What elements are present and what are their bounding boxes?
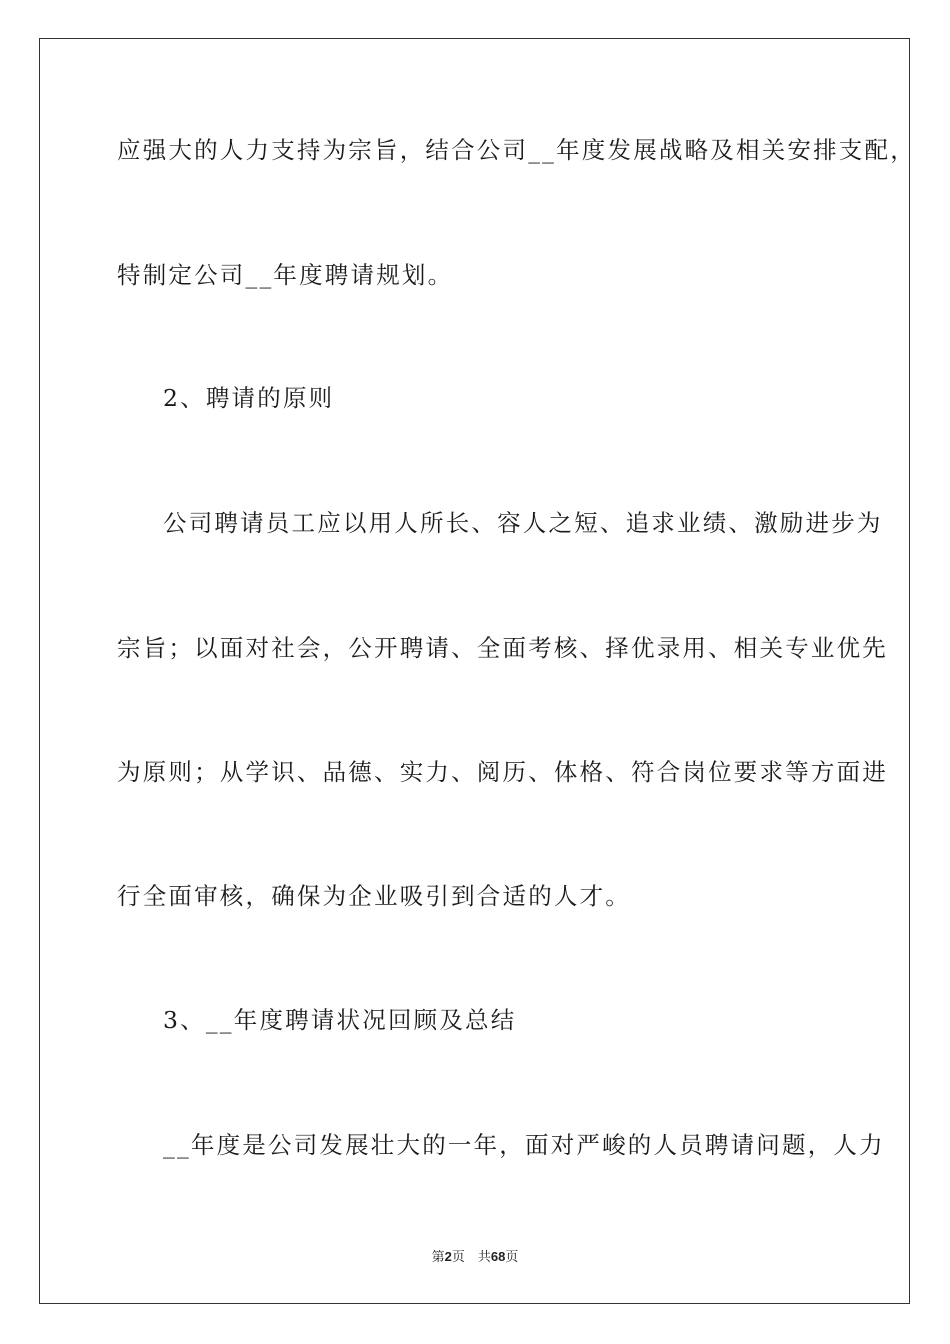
- body-line-1: 应强大的人力支持为宗旨，结合公司__年度发展战略及相关安排支配，: [117, 136, 916, 164]
- footer-suffix: 页: [505, 1250, 519, 1265]
- section-heading-2: 2、聘请的原则: [163, 384, 335, 412]
- body-line-6: 行全面审核，确保为企业吸引到合适的人才。: [117, 882, 631, 910]
- body-line-2: 特制定公司__年度聘请规划。: [117, 261, 454, 289]
- page-border: [39, 38, 910, 1304]
- footer-mid: 页 共: [451, 1250, 491, 1265]
- section-heading-3: 3、__年度聘请状况回顾及总结: [163, 1006, 517, 1034]
- body-line-3: 公司聘请员工应以用人所长、容人之短、追求业绩、激励进步为: [163, 509, 883, 537]
- body-line-5: 为原则；从学识、品德、实力、阅历、体格、符合岗位要求等方面进: [117, 758, 888, 786]
- footer-total-pages: 68: [490, 1249, 506, 1264]
- body-line-7: __年度是公司发展壮大的一年，面对严峻的人员聘请问题，人力: [163, 1131, 885, 1159]
- page-footer: [0, 1246, 950, 1265]
- footer-prefix: 第: [431, 1250, 445, 1265]
- footer-page-number: 2: [444, 1249, 452, 1264]
- body-line-4: 宗旨；以面对社会，公开聘请、全面考核、择优录用、相关专业优先: [117, 634, 888, 662]
